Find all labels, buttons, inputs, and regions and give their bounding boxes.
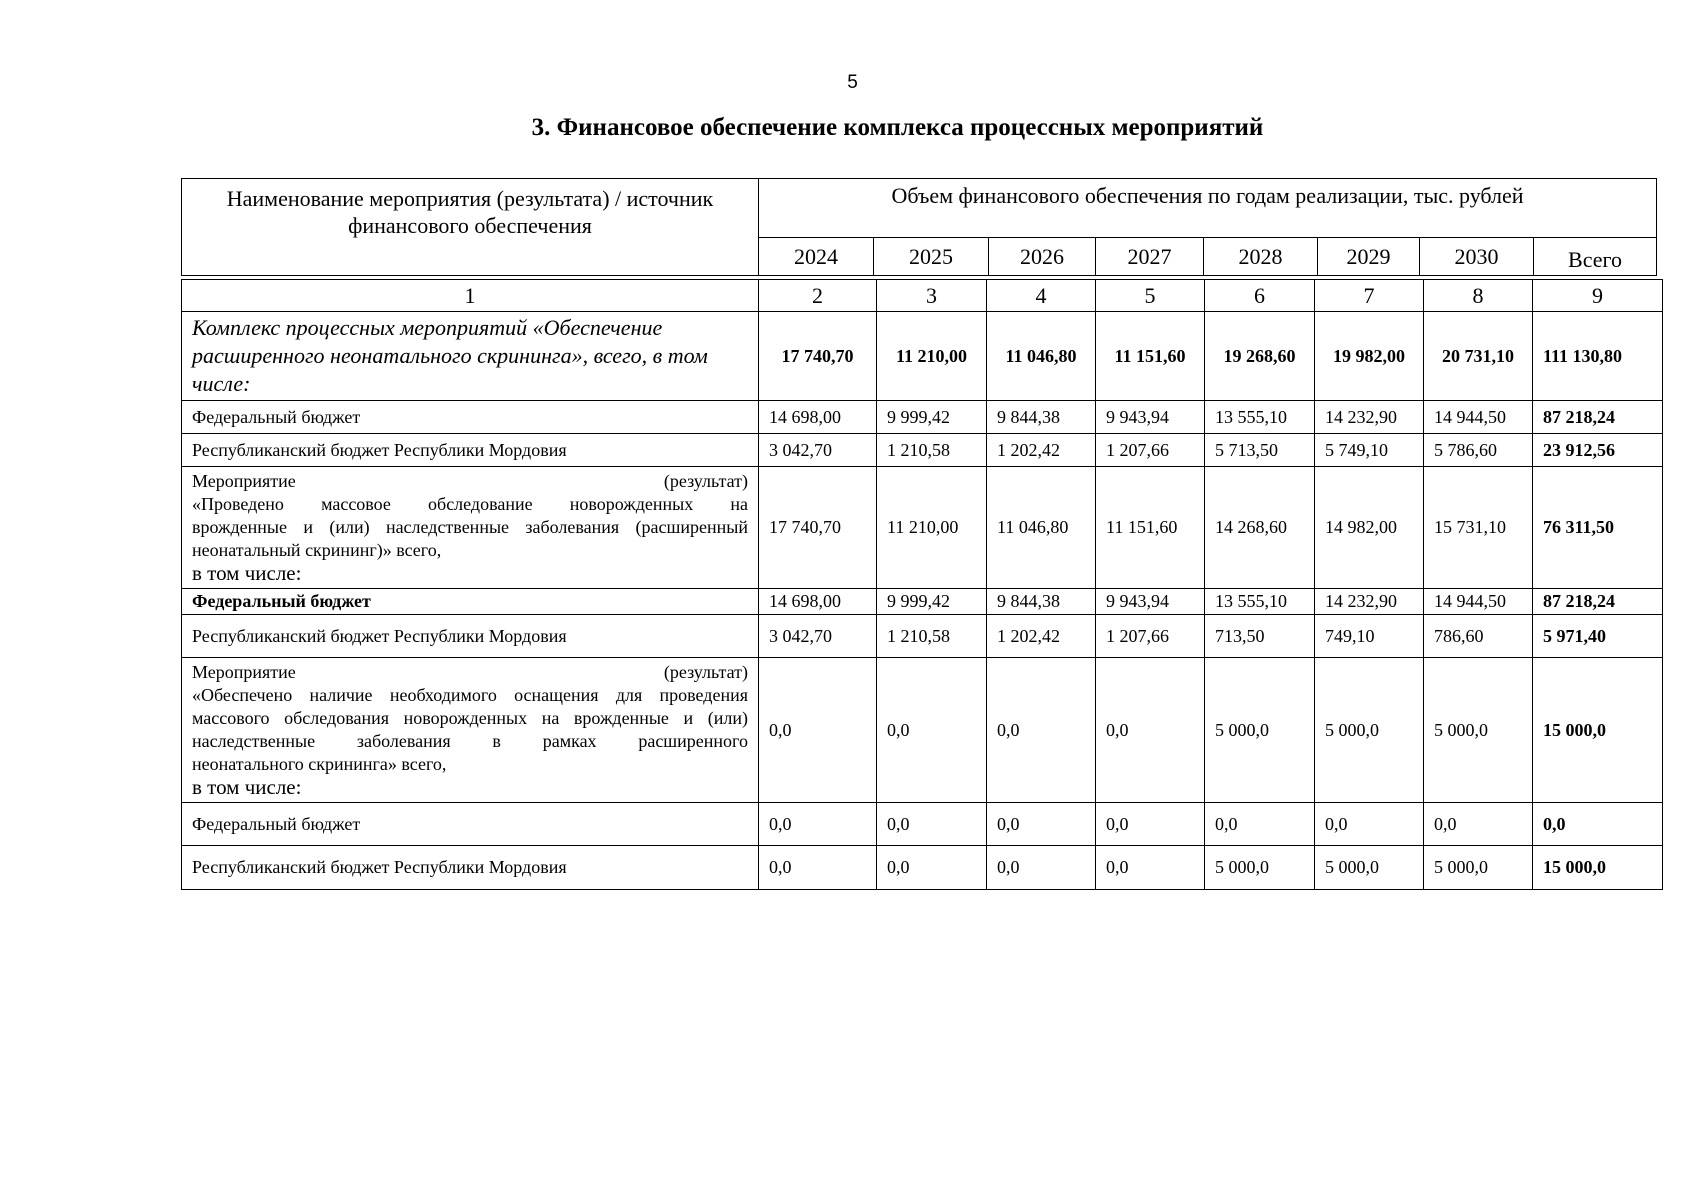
row-value: 17 740,70	[759, 312, 877, 401]
row-label-tail: в том числе:	[192, 561, 302, 585]
row-value: 11 210,00	[877, 312, 987, 401]
row-label-line: «Проведено массовое обследование новорожденных на	[192, 494, 748, 514]
row-value: 17 740,70	[759, 467, 877, 589]
row-label-line: врожденные и (или) наследственные заболевания (расширенный	[192, 517, 748, 537]
row-value: 13 555,10	[1205, 589, 1315, 615]
row-value: 1 207,66	[1096, 615, 1205, 658]
header-name-text: Наименование мероприятия (результата) / источник финансового обеспечения	[226, 186, 714, 238]
header-volume-text: Объем финансового обеспечения по годам реализации, тыс. рублей	[891, 183, 1524, 208]
row-value: 9 999,42	[877, 401, 987, 434]
row-value: 0,0	[1096, 658, 1205, 803]
col-number: 1	[182, 280, 759, 312]
row-total: 111 130,80	[1533, 312, 1663, 401]
row-value: 5 000,0	[1315, 846, 1424, 890]
row-value: 5 000,0	[1205, 846, 1315, 890]
row-value: 0,0	[1424, 803, 1533, 846]
row-value: 5 000,0	[1315, 658, 1424, 803]
table-row	[182, 434, 1663, 467]
row-label: Комплекс процессных мероприятий «Обеспечение расширенного неонатального скрининга», всего, в том числе:	[182, 312, 759, 401]
row-value: 14 698,00	[759, 589, 877, 615]
row-value: 0,0	[759, 658, 877, 803]
row-value: 15 731,10	[1424, 467, 1533, 589]
row-value: 9 999,42	[877, 589, 987, 615]
row-value: 5 000,0	[1424, 846, 1533, 890]
header-year: 2028	[1204, 238, 1318, 276]
row-value: 11 046,80	[987, 312, 1096, 401]
row-value: 9 943,94	[1096, 401, 1205, 434]
row-value: 0,0	[1205, 803, 1315, 846]
row-value: 713,50	[1205, 615, 1315, 658]
row-value: 1 202,42	[987, 615, 1096, 658]
header-year: 2030	[1420, 238, 1534, 276]
row-value: 3 042,70	[759, 615, 877, 658]
table-row	[182, 312, 1663, 401]
row-value: 5 000,0	[1424, 658, 1533, 803]
col-number: 9	[1533, 280, 1663, 312]
row-value: 14 944,50	[1424, 401, 1533, 434]
row-value: 14 232,90	[1315, 589, 1424, 615]
row-value: 0,0	[877, 658, 987, 803]
col-number: 4	[987, 280, 1096, 312]
header-name-cell	[182, 179, 759, 276]
col-number: 8	[1424, 280, 1533, 312]
row-label: Республиканский бюджет Республики Мордовия	[182, 434, 759, 467]
row-value: 5 749,10	[1315, 434, 1424, 467]
row-value: 0,0	[987, 803, 1096, 846]
row-value: 5 000,0	[1205, 658, 1315, 803]
table-row	[182, 589, 1663, 615]
table-row	[182, 401, 1663, 434]
row-label-line: неонатальный скрининг)» всего,	[192, 540, 442, 560]
row-value: 9 844,38	[987, 589, 1096, 615]
row-label-line: Мероприятие (результат)	[192, 662, 748, 682]
header-year: 2026	[989, 238, 1096, 276]
row-value: 5 786,60	[1424, 434, 1533, 467]
row-value: 1 207,66	[1096, 434, 1205, 467]
row-value: 14 944,50	[1424, 589, 1533, 615]
row-total: 76 311,50	[1533, 467, 1663, 589]
row-value: 0,0	[759, 846, 877, 890]
table-row	[182, 615, 1663, 658]
row-value: 19 982,00	[1315, 312, 1424, 401]
row-value: 0,0	[1315, 803, 1424, 846]
row-total: 23 912,56	[1533, 434, 1663, 467]
row-value: 0,0	[987, 658, 1096, 803]
row-value: 5 713,50	[1205, 434, 1315, 467]
row-value: 749,10	[1315, 615, 1424, 658]
row-label: Федеральный бюджет	[182, 401, 759, 434]
row-value: 13 555,10	[1205, 401, 1315, 434]
column-number-row	[182, 280, 1663, 312]
table-row	[182, 846, 1663, 890]
col-number: 7	[1315, 280, 1424, 312]
row-value: 11 210,00	[877, 467, 987, 589]
row-value: 0,0	[987, 846, 1096, 890]
row-value: 1 202,42	[987, 434, 1096, 467]
row-total: 87 218,24	[1533, 401, 1663, 434]
page-number: 5	[847, 72, 858, 93]
header-year: 2025	[874, 238, 989, 276]
row-label-line: наследственные заболевания в рамках расширенного	[192, 731, 748, 751]
col-number: 5	[1096, 280, 1205, 312]
header-total: Всего	[1534, 238, 1657, 276]
row-label-tail: в том числе:	[192, 775, 302, 799]
row-label	[182, 658, 759, 803]
row-label: Республиканский бюджет Республики Мордовия	[182, 615, 759, 658]
row-label-line: Мероприятие (результат)	[192, 471, 748, 491]
header-year: 2029	[1318, 238, 1420, 276]
row-label: Республиканский бюджет Республики Мордовия	[182, 846, 759, 890]
row-value: 1 210,58	[877, 434, 987, 467]
finance-table	[181, 279, 1663, 890]
row-value: 14 268,60	[1205, 467, 1315, 589]
table-row	[182, 803, 1663, 846]
header-volume-cell	[759, 179, 1657, 238]
row-value: 14 698,00	[759, 401, 877, 434]
row-value: 0,0	[1096, 846, 1205, 890]
row-value: 786,60	[1424, 615, 1533, 658]
header-year: 2027	[1096, 238, 1204, 276]
table-row	[182, 658, 1663, 803]
row-label-line: «Обеспечено наличие необходимого оснащения для проведения	[192, 685, 748, 705]
row-label-line: массового обследования новорожденных на врожденные и (или)	[192, 708, 748, 728]
table-row	[182, 467, 1663, 589]
header-table	[181, 178, 1657, 276]
header-year: 2024	[759, 238, 874, 276]
row-total: 5 971,40	[1533, 615, 1663, 658]
row-value: 11 151,60	[1096, 467, 1205, 589]
row-value: 19 268,60	[1205, 312, 1315, 401]
row-total: 15 000,0	[1533, 846, 1663, 890]
row-value: 11 151,60	[1096, 312, 1205, 401]
col-number: 2	[759, 280, 877, 312]
row-label	[182, 467, 759, 589]
row-label: Федеральный бюджет	[182, 589, 759, 615]
row-total: 87 218,24	[1533, 589, 1663, 615]
row-total: 0,0	[1533, 803, 1663, 846]
col-number: 6	[1205, 280, 1315, 312]
row-total: 15 000,0	[1533, 658, 1663, 803]
row-value: 1 210,58	[877, 615, 987, 658]
row-value: 0,0	[759, 803, 877, 846]
row-value: 11 046,80	[987, 467, 1096, 589]
row-value: 14 232,90	[1315, 401, 1424, 434]
row-label: Федеральный бюджет	[182, 803, 759, 846]
row-value: 9 943,94	[1096, 589, 1205, 615]
row-label-line: неонатального скрининга» всего,	[192, 754, 447, 774]
col-number: 3	[877, 280, 987, 312]
row-value: 0,0	[877, 803, 987, 846]
row-value: 0,0	[877, 846, 987, 890]
row-value: 9 844,38	[987, 401, 1096, 434]
row-value: 20 731,10	[1424, 312, 1533, 401]
row-value: 3 042,70	[759, 434, 877, 467]
row-value: 14 982,00	[1315, 467, 1424, 589]
row-value: 0,0	[1096, 803, 1205, 846]
section-title: 3. Финансовое обеспечение комплекса процессных мероприятий	[531, 114, 1264, 141]
